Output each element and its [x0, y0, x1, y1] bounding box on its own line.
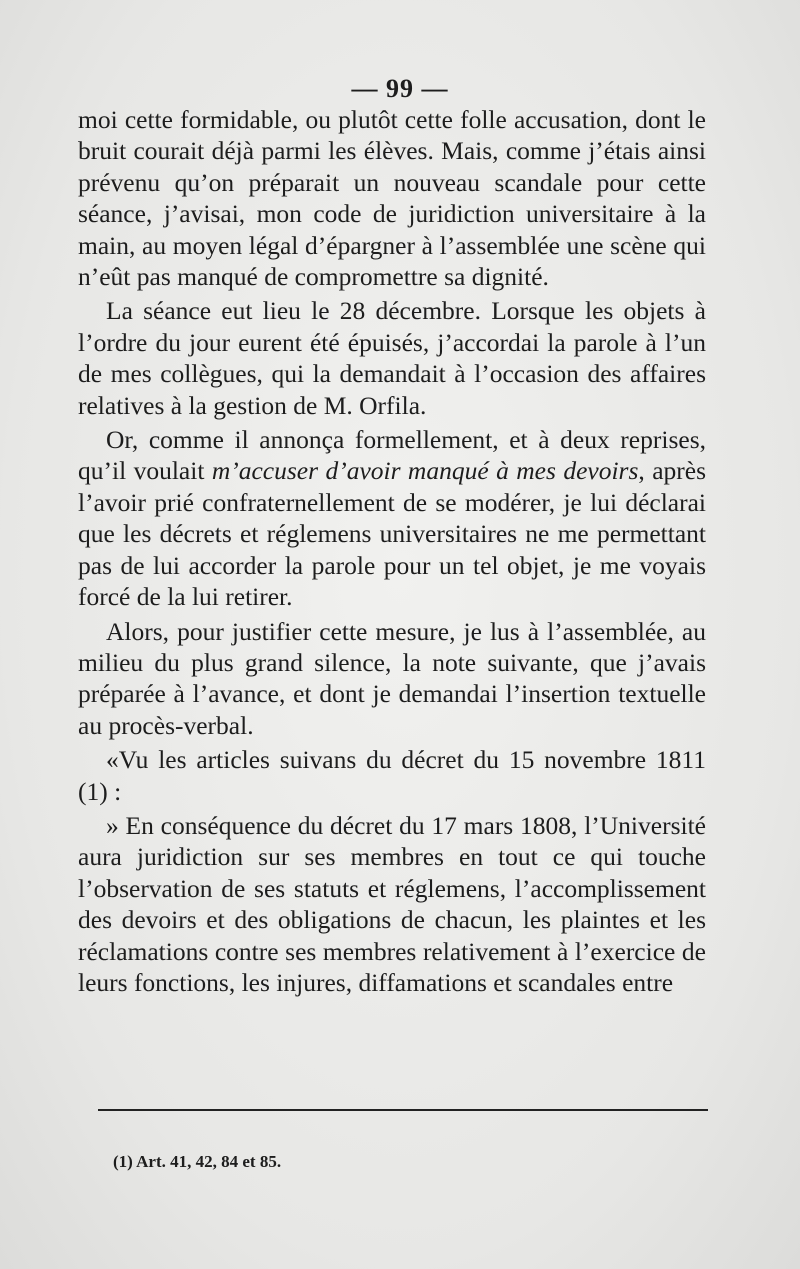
text-run: Alors, pour justifier cette mesure, je lus à l’assemblée, au milieu du plus grand silence, la note suivante, que j’avais préparée à l’avance, et dont je demandai l’insertion textuelle au procès-verbal.	[78, 616, 706, 740]
text-run: «Vu les articles suivans du décret du 15 novembre 1811 (1) :	[78, 745, 706, 806]
page-number-header: — 99 —	[351, 74, 449, 103]
paragraph	[78, 424, 706, 612]
paragraph	[78, 104, 706, 292]
text-run: , après l’avoir prié confraternellement de se modérer, je lui déclarai que les décrets et réglemens universitaires ne me permettant pas de lui accorder la parole pour un tel objet, je me voyais forcé de la lui retirer.	[78, 456, 706, 612]
body-text	[78, 104, 706, 1001]
text-run: Or, comme il annonça formellement, et à deux reprises, qu’il voulait	[78, 425, 706, 486]
text-run: moi cette formidable, ou plutôt cette folle accusation, dont le bruit courait déjà parmi les élèves. Mais, comme j’étais ainsi prévenu qu’on préparait un nouveau scandale pour cette séance, j’avisai, mon code de juridiction universitaire à la main, au moyen légal d’épargner à l’assemblée une scène qui n’eût pas manqué de compromettre sa dignité.	[78, 105, 706, 292]
paragraph	[78, 744, 706, 807]
paragraph	[78, 810, 706, 998]
footnote: (1) Art. 41, 42, 84 et 85.	[113, 1152, 282, 1171]
italic-text: m’accuser d’avoir manqué à mes devoirs	[211, 456, 639, 486]
footnote-separator-rule	[98, 1109, 708, 1111]
paragraph	[78, 295, 706, 421]
text-run: » En conséquence du décret du 17 mars 1808, l’Université aura juridiction sur ses membres en tout ce qui touche l’observation de ses statuts et réglemens, l’accomplissement des devoirs et des obligations de chacun, les plaintes et les réclamations contre ses membres relativement à l’exercice de leurs fonctions, les injures, diffamations et scandales entre	[78, 810, 706, 997]
text-run: La séance eut lieu le 28 décembre. Lorsque les objets à l’ordre du jour eurent été épuisés, j’accordai la parole à l’un de mes collègues, qui la demandait à l’occasion des affaires relatives à la gestion de M. Orfila.	[78, 296, 706, 420]
paragraph	[78, 616, 706, 742]
